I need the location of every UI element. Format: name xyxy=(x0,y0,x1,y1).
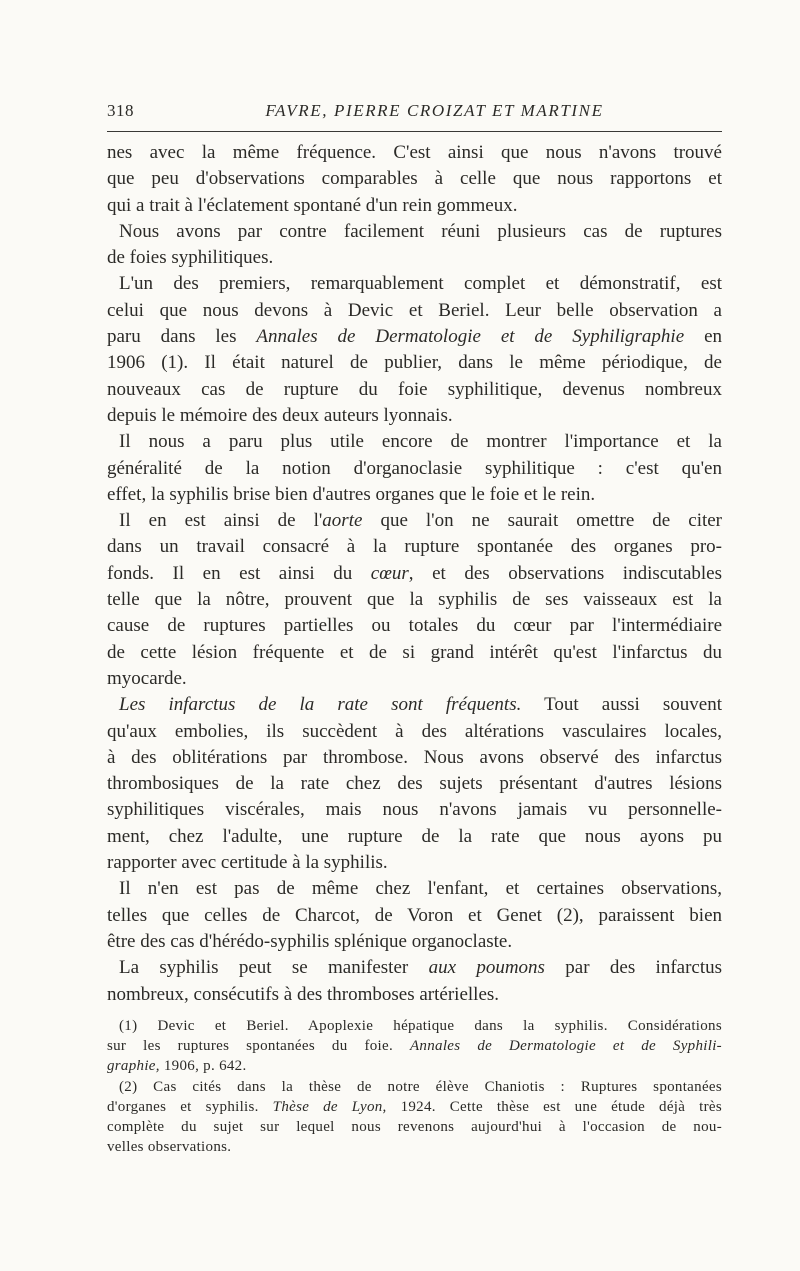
footnote-line: sur les ruptures spontanées du foie. Annales de Dermatologie et de Syphili- xyxy=(107,1038,722,1055)
text-line: myocarde. xyxy=(107,667,187,689)
text-line: de cette lésion fréquente et de si grand intérêt qu'est l'infarctus du xyxy=(107,641,722,663)
text-line: 1906 (1). Il était naturel de publier, dans le même périodique, de xyxy=(107,352,722,374)
text-line: être des cas d'hérédo-syphilis splénique organoclaste. xyxy=(107,930,513,952)
text-line: celui que nous devons à Devic et Beriel. Leur belle observation a xyxy=(107,299,722,321)
text-line: telles que celles de Charcot, de Voron et Genet (2), paraissent bien xyxy=(107,904,722,926)
text-line: qu'aux embolies, ils succèdent à des altérations vasculaires locales, xyxy=(107,720,722,742)
text-line: à des oblitérations par thrombose. Nous avons observé des infarctus xyxy=(107,746,722,768)
text-line: rapporter avec certitude à la syphilis. xyxy=(107,852,388,874)
text-line: Il n'en est pas de même chez l'enfant, et certaines observations, xyxy=(119,878,722,900)
emphasis-rate: Les infarctus de la rate sont fréquents. xyxy=(119,694,522,716)
page-number: 318 xyxy=(107,101,134,120)
text-line: Nous avons par contre facilement réuni plusieurs cas de ruptures xyxy=(119,220,722,242)
footnote-line: complète du sujet sur lequel nous revenons aujourd'hui à l'occasion de nou- xyxy=(107,1118,722,1135)
text-line: que peu d'observations comparables à celle que nous rapportons et xyxy=(107,168,722,190)
text-line: depuis le mémoire des deux auteurs lyonnais. xyxy=(107,404,453,426)
text-line: dans un travail consacré à la rupture spontanée des organes pro- xyxy=(107,536,722,558)
text-line: de foies syphilitiques. xyxy=(107,247,274,269)
emphasis-poumons: aux poumons xyxy=(428,957,545,979)
text-line: fonds. Il en est ainsi du cœur, et des observations indiscutables xyxy=(107,562,722,584)
text-line: Il nous a paru plus utile encore de montrer l'importance et la xyxy=(119,431,722,453)
main-text xyxy=(107,140,722,1008)
footnote-line: velles observations. xyxy=(107,1139,232,1156)
text-line: La syphilis peut se manifester aux poumons par des infarctus xyxy=(119,957,723,979)
text-line: nes avec la même fréquence. C'est ainsi que nous n'avons trouvé xyxy=(107,142,722,163)
text-line: ment, chez l'adulte, une rupture de la rate que nous ayons pu xyxy=(107,825,722,847)
journal-title: Annales de Dermatologie et de Syphiligraphie xyxy=(256,326,685,348)
footnote-line: graphie, 1906, p. 642. xyxy=(107,1058,247,1075)
text-line: effet, la syphilis brise bien d'autres organes que le foie et le rein. xyxy=(107,483,596,505)
running-head: FAVRE, PIERRE CROIZAT ET MARTINE xyxy=(265,101,604,120)
text-line: thrombosiques de la rate chez des sujets présentant d'autres lésions xyxy=(107,773,722,795)
text-line: nouveaux cas de rupture du foie syphilitique, devenus nombreux xyxy=(107,378,722,400)
page-header xyxy=(107,97,722,125)
emphasis-aorte: aorte xyxy=(322,510,363,532)
text-line: paru dans les Annales de Dermatologie et de Syphiligraphie en xyxy=(107,326,722,348)
footnote-line: (1) Devic et Beriel. Apoplexie hépatique dans la syphilis. Considérations xyxy=(119,1018,722,1034)
text-line: généralité de la notion d'organoclasie syphilitique : c'est qu'en xyxy=(107,457,722,479)
text-line: qui a trait à l'éclatement spontané d'un rein gommeux. xyxy=(107,194,518,216)
text-line: L'un des premiers, remarquablement complet et démonstratif, est xyxy=(119,273,722,295)
header-rule xyxy=(107,131,722,132)
text-line: syphilitiques viscérales, mais nous n'avons jamais vu personnelle- xyxy=(107,799,722,821)
text-line: cause de ruptures partielles ou totales du cœur par l'intermédiaire xyxy=(107,615,722,637)
text-line: nombreux, consécutifs à des thromboses artérielles. xyxy=(107,983,500,1005)
text-line: telle que la nôtre, prouvent que la syphilis de ses vaisseaux est la xyxy=(107,589,722,611)
emphasis-coeur: cœur xyxy=(370,562,409,584)
text-line: Les infarctus de la rate sont fréquents. Tout aussi souvent xyxy=(119,694,722,716)
footnote-line: (2) Cas cités dans la thèse de notre élève Chaniotis : Ruptures spontanées xyxy=(119,1078,722,1095)
footnotes xyxy=(107,1016,722,1157)
footnote-line: d'organes et syphilis. Thèse de Lyon, 1924. Cette thèse est une étude déjà très xyxy=(107,1098,722,1115)
text-line: Il en est ainsi de l'aorte que l'on ne saurait omettre de citer xyxy=(119,510,723,532)
